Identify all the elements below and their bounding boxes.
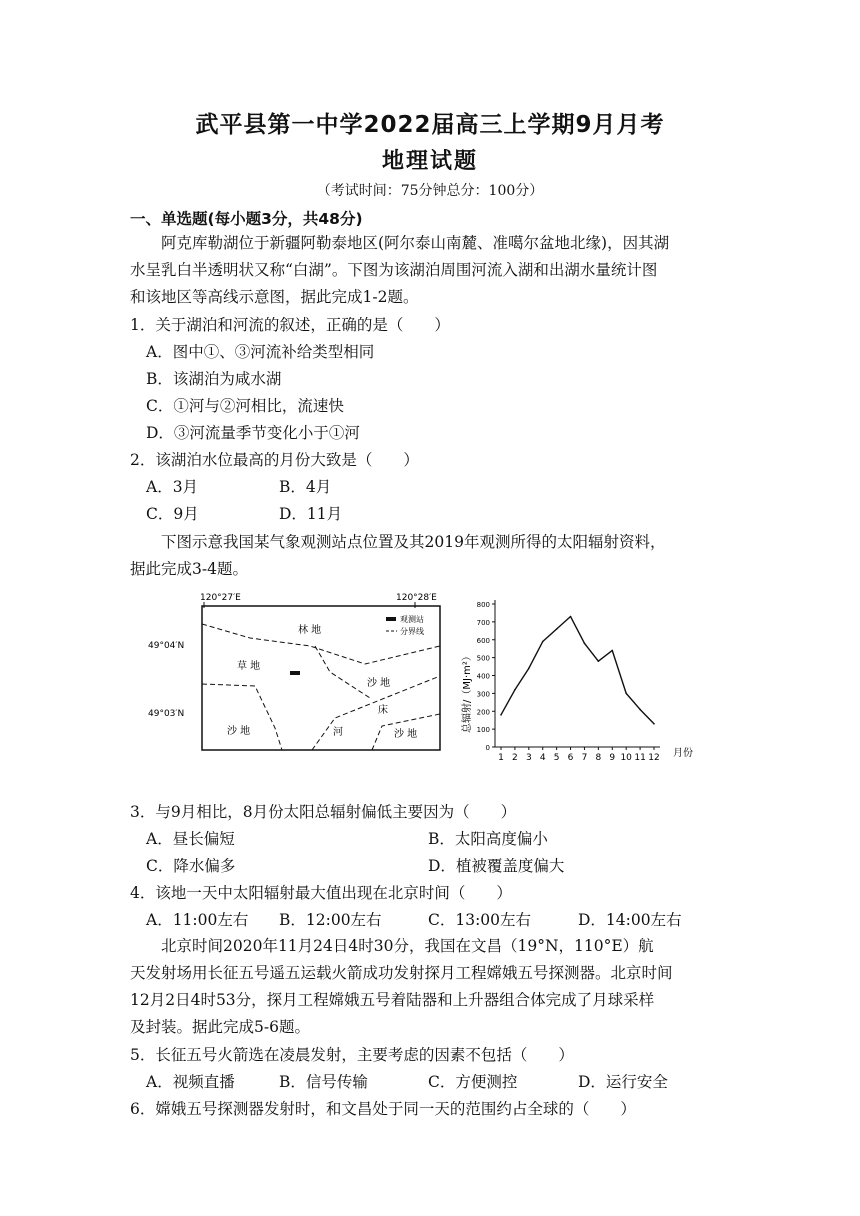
question-1-option-a: A．图中①、③河流补给类型相同 — [146, 343, 375, 361]
data-point — [500, 714, 502, 716]
passage-3-line-1: 北京时间2020年11月24日4时30分，我国在文昌（19°N，110°E）航 — [130, 937, 654, 955]
question-3-option-d: D．植被覆盖度偏大 — [428, 857, 565, 875]
x-tick-label: 6 — [567, 753, 574, 763]
y-tick-label: 800 — [476, 601, 490, 609]
data-point — [556, 628, 558, 630]
map-lon-right: 120°28′E — [396, 593, 437, 603]
question-5-stem: 5．长征五号火箭选在凌晨发射，主要考虑的因素不包括（ ） — [130, 1046, 574, 1064]
question-1-option-c: C．①河与②河相比，流速快 — [146, 397, 344, 415]
label-river: 河 — [333, 727, 343, 738]
question-2-option-d: D．11月 — [279, 505, 343, 523]
question-1-option-d: D．③河流量季节变化小于①河 — [146, 424, 360, 442]
label-forest: 林 地 — [298, 625, 322, 636]
question-4-stem: 4．该地一天中太阳辐射最大值出现在北京时间（ ） — [130, 884, 512, 902]
y-tick-label: 700 — [476, 618, 490, 627]
question-2-option-a: A．3月 — [146, 478, 199, 496]
data-point — [514, 689, 516, 691]
x-tick-label: 12 — [648, 753, 660, 763]
exam-subject: 地理试题 — [381, 149, 478, 174]
passage-3-line-3: 12月2日4时53分，探月工程嫦娥五号着陆器和上升器组合体完成了月球采样 — [130, 991, 655, 1009]
y-tick-label: 600 — [476, 636, 490, 645]
question-1-stem: 1．关于湖泊和河流的叙述，正确的是（ ） — [130, 316, 450, 334]
observation-station-marker — [290, 671, 300, 675]
y-tick-label: 100 — [476, 726, 490, 735]
passage-3-line-2: 天发射场用长征五号遥五运载火箭成功发射探月工程嫦娥五号探测器。北京时间 — [130, 964, 673, 982]
question-4-option-c: C．13:00左右 — [428, 911, 532, 929]
data-point — [653, 723, 655, 725]
exam-info: （考试时间：75分钟总分：100分） — [316, 183, 544, 199]
x-tick-label: 1 — [498, 753, 504, 763]
boundary-line-middle — [315, 646, 370, 698]
x-tick-label: 8 — [595, 753, 602, 763]
question-1-option-b: B．该湖泊为咸水湖 — [146, 370, 282, 388]
question-2-option-b: B．4月 — [279, 478, 332, 496]
x-tick-label: 3 — [525, 753, 532, 763]
passage-3-line-4: 及封装。据此完成5-6题。 — [130, 1018, 310, 1036]
radiation-chart — [455, 592, 705, 767]
data-point — [625, 693, 627, 695]
exam-title: 武平县第一中学2022届高三上学期9月月考 — [195, 112, 665, 138]
question-6-stem: 6．嫦娥五号探测器发射时，和文昌处于同一天的范围约占全球的（ ） — [130, 1100, 636, 1118]
radiation-series-line — [501, 617, 654, 724]
map-lat-top: 49°04′N — [148, 641, 185, 651]
label-riverbed: 床 — [378, 705, 388, 716]
station-map — [148, 588, 450, 763]
question-3-option-a: A．昼长偏短 — [146, 830, 235, 848]
y-tick-label: 0 — [485, 744, 490, 752]
x-tick-label: 10 — [620, 753, 632, 763]
data-point — [639, 709, 641, 711]
data-point — [598, 660, 600, 662]
legend-station-icon — [386, 617, 396, 621]
x-tick-label: 5 — [553, 753, 560, 763]
passage-1-line-1: 阿克库勒湖位于新疆阿勒泰地区(阿尔泰山南麓、准噶尔盆地北缘)，因其湖 — [130, 234, 670, 252]
question-3-option-b: B．太阳高度偏小 — [428, 830, 548, 848]
x-tick-label: 2 — [512, 753, 518, 763]
y-tick-label: 300 — [476, 690, 490, 699]
question-5-option-d: D．运行安全 — [578, 1073, 668, 1091]
x-tick-label: 4 — [539, 753, 546, 763]
label-sand-southeast: 沙 地 — [394, 729, 418, 740]
label-sand-east: 沙 地 — [367, 678, 391, 689]
question-5-option-b: B．信号传输 — [279, 1073, 368, 1091]
legend-boundary-label: 分界线 — [400, 627, 424, 636]
y-tick-label: 200 — [476, 708, 490, 717]
chart-ylabel: 总辐射/（MJ·m²） — [462, 651, 473, 733]
y-tick-label: 500 — [476, 654, 490, 663]
label-sand-southwest: 沙 地 — [227, 726, 251, 737]
boundary-line-lower-left — [202, 684, 282, 750]
label-grassland: 草 地 — [237, 661, 261, 672]
question-4-option-b: B．12:00左右 — [279, 911, 382, 929]
passage-1-line-3: 和该地区等高线示意图，据此完成1-2题。 — [130, 288, 419, 306]
question-4-option-d: D．14:00左右 — [578, 911, 682, 929]
question-3-option-c: C．降水偏多 — [146, 857, 236, 875]
data-point — [542, 641, 544, 643]
question-5-option-a: A．视频直播 — [146, 1073, 235, 1091]
question-4-option-a: A．11:00左右 — [146, 911, 249, 929]
question-3-stem: 3．与9月相比，8月份太阳总辐射偏低主要因为（ ） — [130, 803, 517, 821]
question-2-option-c: C．9月 — [146, 505, 199, 523]
data-point — [570, 616, 572, 618]
section-heading: 一、单选题(每小题3分，共48分) — [130, 210, 363, 228]
y-tick-label: 400 — [476, 672, 490, 681]
data-point — [611, 650, 613, 652]
question-2-stem: 2．该湖泊水位最高的月份大致是（ ） — [130, 451, 419, 469]
data-point — [528, 668, 530, 670]
x-tick-label: 9 — [609, 753, 616, 763]
x-tick-label: 7 — [581, 753, 588, 763]
map-lat-bottom: 49°03′N — [148, 709, 185, 719]
x-tick-label: 11 — [634, 753, 646, 763]
data-point — [584, 643, 586, 645]
chart-xlabel: 月份 — [673, 748, 693, 759]
passage-2-line-1: 下图示意我国某气象观测站点位置及其2019年观测所得的太阳辐射资料， — [130, 533, 666, 551]
question-5-option-c: C．方便测控 — [428, 1073, 518, 1091]
passage-2-line-2: 据此完成3-4题。 — [130, 560, 248, 578]
map-lon-left: 120°27′E — [200, 593, 241, 603]
passage-1-line-2: 水呈乳白半透明状又称“白湖”。下图为该湖泊周围河流入湖和出湖水量统计图 — [130, 261, 658, 279]
legend-station-label: 观测站 — [400, 615, 424, 624]
